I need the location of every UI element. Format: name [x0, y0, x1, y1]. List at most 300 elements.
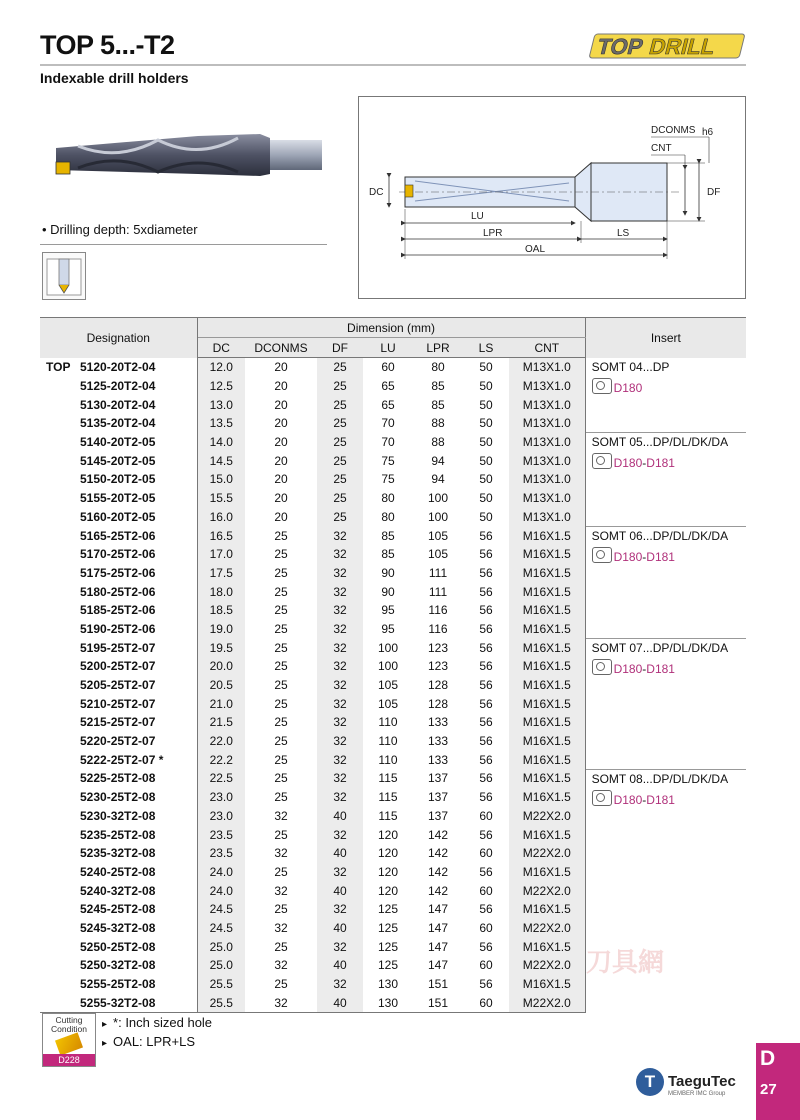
- designation-cell: [40, 825, 197, 844]
- dc-cell: 23.5: [197, 844, 245, 863]
- dconms-cell: 20: [274, 453, 288, 468]
- df-cell: 32: [317, 582, 363, 601]
- dc-cell: 14.0: [197, 433, 245, 452]
- dc-cell: 16.0: [197, 508, 245, 527]
- lpr-cell: 94: [431, 472, 445, 487]
- dconms-cell: 25: [274, 547, 288, 562]
- df-cell: 32: [317, 713, 363, 732]
- col-header-lpr: LPR: [413, 338, 463, 358]
- cutting-condition-label: Cutting Condition: [51, 1015, 87, 1034]
- df-cell: 32: [317, 620, 363, 639]
- dconms-cell: 25: [274, 715, 288, 730]
- ls-cell: 56: [479, 528, 493, 543]
- dconms-cell: 25: [274, 621, 288, 636]
- ls-cell: 50: [479, 491, 493, 506]
- df-cell: 25: [317, 433, 363, 452]
- dconms-cell: 25: [274, 640, 288, 655]
- dc-cell: 19.5: [197, 638, 245, 657]
- df-cell: 25: [317, 470, 363, 489]
- dc-cell: 13.5: [197, 414, 245, 433]
- dim-label-dconms: DCONMS: [651, 125, 696, 136]
- designation-code: 5205-25T2-07: [80, 678, 156, 693]
- ls-cell: 56: [479, 902, 493, 917]
- lpr-cell: 105: [427, 547, 449, 562]
- designation-code: 5240-25T2-08: [80, 864, 156, 879]
- df-cell: 25: [317, 358, 363, 377]
- spec-table: [40, 317, 746, 1013]
- cnt-cell: M16X1.5: [509, 620, 585, 639]
- lu-cell: 70: [381, 416, 395, 431]
- cnt-cell: M16X1.5: [509, 788, 585, 807]
- drill-holder-photo: [48, 118, 328, 198]
- page-number: 27: [760, 1081, 777, 1098]
- dc-cell: 23.0: [197, 788, 245, 807]
- lpr-cell: 137: [427, 771, 449, 786]
- cnt-cell: M16X1.5: [509, 769, 585, 788]
- dc-cell: 21.0: [197, 694, 245, 713]
- cnt-cell: M13X1.0: [509, 414, 585, 433]
- page-ref-link[interactable]: D180: [613, 549, 643, 564]
- ls-cell: 56: [479, 771, 493, 786]
- dconms-cell: 25: [274, 771, 288, 786]
- designation-code: 5185-25T2-06: [80, 603, 156, 618]
- df-cell: 25: [317, 377, 363, 396]
- lpr-cell: 133: [427, 734, 449, 749]
- insert-cell: [585, 433, 746, 526]
- df-cell: 32: [317, 750, 363, 769]
- ls-cell: 56: [479, 678, 493, 693]
- designation-cell: [40, 657, 197, 676]
- df-cell: 32: [317, 657, 363, 676]
- dconms-cell: 20: [274, 360, 288, 375]
- dconms-cell: 20: [274, 397, 288, 412]
- magnifier-icon: [592, 790, 612, 806]
- designation-cell: [40, 975, 197, 994]
- designation-code: 5222-25T2-07 *: [80, 752, 164, 767]
- dconms-cell: 32: [274, 958, 288, 973]
- lu-cell: 100: [377, 640, 399, 655]
- lpr-cell: 111: [428, 565, 448, 580]
- designation-cell: [40, 676, 197, 695]
- cnt-cell: M22X2.0: [509, 844, 585, 863]
- dconms-cell: 20: [274, 379, 288, 394]
- ls-cell: 56: [479, 977, 493, 992]
- df-cell: 32: [317, 545, 363, 564]
- dconms-cell: 25: [274, 678, 288, 693]
- lu-cell: 120: [377, 864, 399, 879]
- ls-cell: 50: [479, 509, 493, 524]
- dconms-cell: 25: [274, 659, 288, 674]
- dc-cell: 18.5: [197, 601, 245, 620]
- lu-cell: 95: [381, 621, 395, 636]
- dconms-cell: 32: [274, 920, 288, 935]
- dconms-cell: 25: [274, 528, 288, 543]
- lu-cell: 125: [377, 939, 399, 954]
- ls-cell: 56: [479, 939, 493, 954]
- designation-cell: [40, 844, 197, 863]
- title-divider: [40, 64, 746, 66]
- lpr-cell: 123: [427, 640, 449, 655]
- designation-cell: [40, 451, 197, 470]
- df-cell: 40: [317, 919, 363, 938]
- ref-separator: -: [642, 549, 647, 564]
- df-cell: 25: [317, 489, 363, 508]
- dc-cell: 14.5: [197, 451, 245, 470]
- dc-cell: 15.0: [197, 470, 245, 489]
- dconms-cell: 20: [274, 491, 288, 506]
- lpr-cell: 142: [427, 883, 449, 898]
- designation-cell: [40, 993, 197, 1012]
- col-header-insert: Insert: [585, 318, 746, 358]
- designation-code: 5215-25T2-07: [80, 715, 156, 730]
- designation-code: 5120-20T2-04: [80, 360, 156, 375]
- insert-name: SOMT 07...DP/DL/DK/DA: [591, 640, 729, 655]
- cnt-cell: M16X1.5: [509, 825, 585, 844]
- spec-table-wrapper: [40, 317, 746, 1013]
- lu-cell: 80: [381, 491, 395, 506]
- df-cell: 32: [317, 975, 363, 994]
- designation-code: 5225-25T2-08: [80, 771, 156, 786]
- table-row: [40, 769, 746, 788]
- lpr-cell: 85: [431, 397, 445, 412]
- designation-code: 5175-25T2-06: [80, 565, 156, 580]
- ref-separator: -: [642, 792, 647, 807]
- cnt-cell: M16X1.5: [509, 713, 585, 732]
- lpr-cell: 151: [413, 993, 463, 1012]
- df-cell: 25: [317, 414, 363, 433]
- df-cell: 25: [317, 508, 363, 527]
- df-cell: 25: [317, 395, 363, 414]
- taegutec-logo-icon: [636, 1068, 664, 1096]
- df-cell: 32: [317, 564, 363, 583]
- page-ref-link[interactable]: D180: [613, 792, 643, 807]
- lu-cell: 65: [381, 397, 395, 412]
- ls-cell: 56: [479, 603, 493, 618]
- cnt-cell: M16X1.5: [509, 863, 585, 882]
- ls-cell: 56: [479, 547, 493, 562]
- lu-cell: 85: [381, 528, 395, 543]
- cnt-cell: M13X1.0: [509, 377, 585, 396]
- lu-cell: 105: [377, 678, 399, 693]
- df-cell: 32: [317, 601, 363, 620]
- cnt-cell: M16X1.5: [509, 638, 585, 657]
- lu-cell: 125: [377, 920, 399, 935]
- ls-cell: 56: [479, 696, 493, 711]
- dc-cell: 20.0: [197, 657, 245, 676]
- page-title: TOP 5...-T2: [40, 30, 175, 60]
- cnt-cell: M22X2.0: [509, 919, 585, 938]
- designation-cell: [40, 713, 197, 732]
- lpr-cell: 88: [431, 416, 445, 431]
- page-ref-link[interactable]: D180: [613, 661, 643, 676]
- dc-cell: 21.5: [197, 713, 245, 732]
- designation-code: 5135-20T2-04: [80, 416, 156, 431]
- dc-cell: 18.0: [197, 582, 245, 601]
- dconms-cell: 20: [274, 435, 288, 450]
- page-ref-link[interactable]: D181: [646, 549, 675, 564]
- col-header-dc: DC: [197, 338, 245, 358]
- designation-code: 5240-32T2-08: [80, 883, 156, 898]
- dconms-cell: 25: [274, 565, 288, 580]
- lu-cell: 70: [381, 435, 395, 450]
- lu-cell: 115: [378, 808, 398, 823]
- df-cell: 32: [317, 769, 363, 788]
- cnt-cell: M16X1.5: [509, 526, 585, 545]
- designation-cell: [40, 863, 197, 882]
- designation-code: 5210-25T2-07: [80, 696, 156, 711]
- designation-cell: [40, 395, 197, 414]
- dim-label-lpr: LPR: [483, 228, 503, 239]
- lpr-cell: 94: [431, 453, 445, 468]
- dconms-cell: 25: [274, 977, 288, 992]
- insert-page-refs: [592, 378, 747, 397]
- watermark-text: 刀具網: [586, 947, 665, 977]
- designation-code: 5250-25T2-08: [80, 939, 156, 954]
- df-cell: 32: [317, 937, 363, 956]
- designation-cell: [40, 470, 197, 489]
- lpr-cell: 133: [427, 715, 449, 730]
- dc-cell: 24.0: [197, 881, 245, 900]
- insert-icon: [55, 1032, 83, 1055]
- lpr-cell: 147: [427, 902, 449, 917]
- lu-cell: 65: [381, 379, 395, 394]
- table-row: [40, 358, 746, 377]
- dconms-cell: 25: [274, 752, 288, 767]
- df-cell: 32: [317, 526, 363, 545]
- lu-cell: 130: [363, 993, 413, 1012]
- designation-code: 5245-32T2-08: [80, 920, 156, 935]
- lpr-cell: 137: [427, 790, 449, 805]
- table-row: [40, 638, 746, 657]
- dim-label-lu: LU: [471, 211, 484, 222]
- designation-cell: [40, 489, 197, 508]
- lu-cell: 90: [381, 584, 395, 599]
- designation-prefix: TOP: [46, 360, 71, 375]
- ls-cell: 50: [479, 472, 493, 487]
- brand-subtitle: MEMBER IMC Group: [668, 1091, 726, 1097]
- holder-type-icon: [42, 252, 86, 300]
- ref-separator: -: [642, 661, 647, 676]
- cnt-cell: M13X1.0: [509, 470, 585, 489]
- brand-name: TaeguTec: [668, 1073, 736, 1090]
- dc-cell: 20.5: [197, 676, 245, 695]
- dc-cell: 25.5: [197, 993, 245, 1012]
- cnt-cell: M16X1.5: [509, 545, 585, 564]
- col-header-ls: LS: [463, 338, 509, 358]
- dc-cell: 22.0: [197, 732, 245, 751]
- designation-cell: [40, 750, 197, 769]
- insert-cell: [585, 358, 746, 433]
- designation-cell: [40, 564, 197, 583]
- designation-cell: [40, 788, 197, 807]
- designation-code: 5160-20T2-05: [80, 509, 156, 524]
- designation-cell: [40, 358, 197, 377]
- cnt-cell: M13X1.0: [509, 395, 585, 414]
- table-row: [40, 526, 746, 545]
- designation-cell: [40, 937, 197, 956]
- designation-cell: [40, 508, 197, 527]
- lpr-cell: 100: [427, 491, 449, 506]
- dconms-cell: 25: [274, 734, 288, 749]
- cnt-cell: M16X1.5: [509, 694, 585, 713]
- dconms-cell: 32: [245, 993, 317, 1012]
- lu-cell: 125: [377, 958, 399, 973]
- designation-code: 5140-20T2-05: [80, 435, 156, 450]
- lu-cell: 110: [378, 734, 398, 749]
- df-cell: 40: [317, 844, 363, 863]
- page-ref-link[interactable]: D181: [646, 661, 675, 676]
- designation-code: 5150-20T2-05: [80, 472, 156, 487]
- page-ref-link[interactable]: D181: [646, 792, 675, 807]
- lpr-cell: 105: [427, 528, 449, 543]
- cnt-cell: M16X1.5: [509, 937, 585, 956]
- designation-cell: [40, 377, 197, 396]
- dconms-cell: 25: [274, 584, 288, 599]
- df-cell: 32: [317, 900, 363, 919]
- ls-cell: 56: [479, 584, 493, 599]
- lpr-cell: 147: [427, 939, 449, 954]
- lpr-cell: 137: [427, 808, 449, 823]
- dc-cell: 24.5: [197, 919, 245, 938]
- designation-code: 5130-20T2-04: [80, 397, 156, 412]
- designation-code: 5145-20T2-05: [80, 453, 156, 468]
- designation-cell: [40, 638, 197, 657]
- lu-cell: 115: [378, 790, 398, 805]
- cnt-cell: M16X1.5: [509, 732, 585, 751]
- lu-cell: 80: [381, 509, 395, 524]
- page-subtitle: Indexable drill holders: [40, 70, 189, 86]
- designation-code: 5180-25T2-06: [80, 584, 156, 599]
- dim-label-df: DF: [707, 187, 721, 198]
- cnt-cell: M13X1.0: [509, 433, 585, 452]
- section-divider: [40, 244, 327, 245]
- col-header-dconms: DCONMS: [245, 338, 317, 358]
- lu-cell: 90: [381, 565, 395, 580]
- dc-cell: 13.0: [197, 395, 245, 414]
- lpr-cell: 147: [427, 920, 449, 935]
- dconms-cell: 25: [274, 790, 288, 805]
- dconms-cell: 25: [274, 827, 288, 842]
- footnotes: [102, 1014, 212, 1052]
- cnt-cell: M13X1.0: [509, 358, 585, 377]
- dc-cell: 17.5: [197, 564, 245, 583]
- insert-cell: [585, 638, 746, 769]
- insert-cell: [585, 526, 746, 638]
- svg-text:TOP: TOP: [594, 34, 646, 59]
- cnt-cell: M16X1.5: [509, 564, 585, 583]
- ref-separator: -: [642, 456, 647, 471]
- page-ref-link[interactable]: D181: [646, 456, 675, 471]
- dc-cell: 22.5: [197, 769, 245, 788]
- cnt-cell: M16X1.5: [509, 657, 585, 676]
- lu-cell: 105: [377, 696, 399, 711]
- dconms-cell: 32: [274, 883, 288, 898]
- ls-cell: 56: [479, 715, 493, 730]
- dc-cell: 23.5: [197, 825, 245, 844]
- dc-cell: 25.0: [197, 956, 245, 975]
- designation-code: 5255-25T2-08: [80, 977, 156, 992]
- table-row: [40, 433, 746, 452]
- insert-name: SOMT 05...DP/DL/DK/DA: [591, 435, 729, 450]
- dim-label-oal: OAL: [525, 244, 546, 255]
- df-cell: 40: [317, 956, 363, 975]
- cnt-cell: M16X1.5: [509, 900, 585, 919]
- dc-cell: 24.0: [197, 863, 245, 882]
- designation-code: 5200-25T2-07: [80, 659, 156, 674]
- dc-cell: 12.0: [197, 358, 245, 377]
- ls-cell: 56: [479, 752, 493, 767]
- page-ref-link[interactable]: D180: [613, 456, 643, 471]
- dc-cell: 12.5: [197, 377, 245, 396]
- cutting-condition-link[interactable]: [42, 1013, 96, 1067]
- dc-cell: 17.0: [197, 545, 245, 564]
- lu-cell: 125: [377, 902, 399, 917]
- cnt-cell: M16X1.5: [509, 582, 585, 601]
- magnifier-icon: [592, 547, 612, 563]
- designation-cell: [40, 769, 197, 788]
- dim-label-dconms-tolerance: h6: [702, 127, 714, 138]
- cnt-cell: M16X1.5: [509, 676, 585, 695]
- designation-cell: [40, 900, 197, 919]
- section-page-tab: [756, 1043, 800, 1120]
- lpr-cell: 147: [427, 958, 449, 973]
- cnt-cell: M16X1.5: [509, 601, 585, 620]
- dconms-cell: 25: [274, 939, 288, 954]
- designation-cell: [40, 881, 197, 900]
- magnifier-icon: [592, 378, 612, 394]
- df-cell: 32: [317, 788, 363, 807]
- lu-cell: 85: [381, 547, 395, 562]
- lu-cell: 110: [378, 715, 398, 730]
- cnt-cell: M16X1.5: [509, 750, 585, 769]
- dim-label-ls: LS: [617, 228, 630, 239]
- dc-cell: 19.0: [197, 620, 245, 639]
- df-cell: 40: [317, 807, 363, 826]
- lpr-cell: 151: [427, 977, 449, 992]
- cnt-cell: M16X1.5: [509, 975, 585, 994]
- designation-cell: [40, 582, 197, 601]
- ls-cell: 56: [479, 621, 493, 636]
- lpr-cell: 142: [427, 827, 449, 842]
- ls-cell: 56: [479, 659, 493, 674]
- dc-cell: 16.5: [197, 526, 245, 545]
- designation-code: 5220-25T2-07: [80, 734, 156, 749]
- ls-cell: 60: [479, 808, 493, 823]
- lu-cell: 120: [377, 846, 399, 861]
- col-header-dimension: Dimension (mm): [197, 318, 585, 338]
- lpr-cell: 80: [431, 360, 445, 375]
- designation-code: 5245-25T2-08: [80, 902, 156, 917]
- lpr-cell: 142: [427, 846, 449, 861]
- insert-page-refs: [592, 659, 747, 678]
- page-ref-link[interactable]: D180: [613, 380, 643, 395]
- ls-cell: 50: [479, 416, 493, 431]
- dconms-cell: 25: [274, 696, 288, 711]
- ls-cell: 56: [479, 565, 493, 580]
- insert-name: SOMT 08...DP/DL/DK/DA: [591, 771, 729, 786]
- lpr-cell: 123: [427, 659, 449, 674]
- svg-text:DRILL: DRILL: [646, 34, 718, 59]
- ls-cell: 50: [479, 453, 493, 468]
- ls-cell: 50: [479, 435, 493, 450]
- dc-cell: 22.2: [197, 750, 245, 769]
- df-cell: 32: [317, 863, 363, 882]
- col-header-cnt: CNT: [509, 338, 585, 358]
- col-header-lu: LU: [363, 338, 413, 358]
- lu-cell: 120: [377, 883, 399, 898]
- dconms-cell: 20: [274, 472, 288, 487]
- lu-cell: 75: [381, 472, 395, 487]
